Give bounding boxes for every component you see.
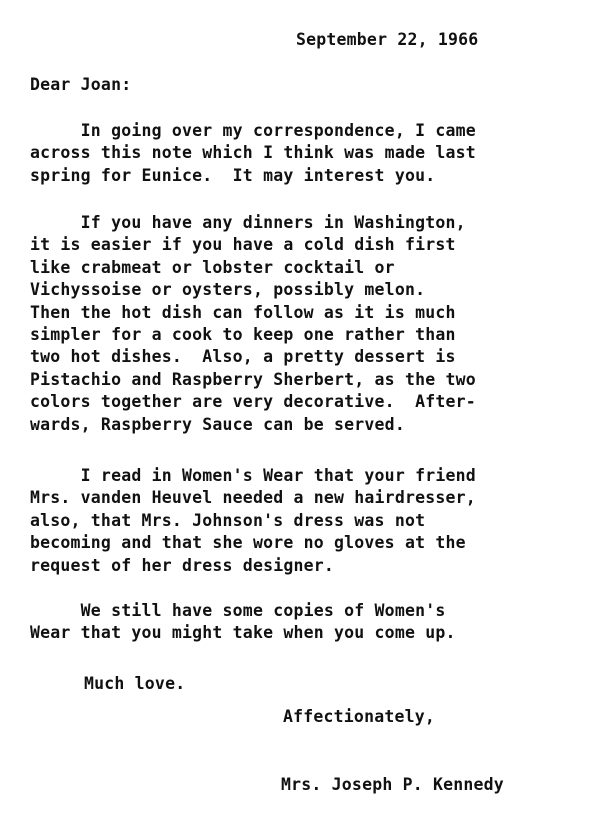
paragraph-line: simpler for a cook to keep one rather than	[30, 325, 456, 345]
paragraph-line: We still have some copies of Women's	[30, 601, 446, 620]
paragraph-line: I read in Women's Wear that your friend	[30, 466, 476, 485]
paragraph-line: spring for Eunice. It may interest you.	[30, 165, 436, 185]
paragraph-line: wards, Raspberry Sauce can be served.	[30, 414, 405, 434]
paragraph-line: also, that Mrs. Johnson's dress was not	[30, 510, 426, 530]
paragraph-dinners	[30, 212, 605, 436]
paragraph-line: Then the hot dish can follow as it is much	[30, 302, 456, 322]
paragraph-line: If you have any dinners in Washington,	[30, 213, 466, 232]
paragraph-line: request of her dress designer.	[30, 555, 335, 575]
paragraph-womens-wear	[30, 465, 605, 577]
signature-name: Mrs. Joseph P. Kennedy	[281, 775, 504, 794]
paragraph-line: Vichyssoise or oysters, possibly melon.	[30, 280, 426, 300]
paragraph-line: it is easier if you have a cold dish first	[30, 235, 456, 255]
paragraph-line: becoming and that she wore no gloves at the	[30, 533, 466, 553]
paragraph-line: like crabmeat or lobster cocktail or	[30, 257, 395, 277]
much-love: Much love.	[84, 674, 186, 693]
paragraph-correspondence	[30, 120, 605, 187]
paragraph-line: Pistachio and Raspberry Sherbert, as the two	[30, 369, 476, 389]
paragraph-line: colors together are very decorative. After-	[30, 392, 476, 412]
paragraph-line: across this note which I think was made last	[30, 143, 476, 163]
paragraph-line: Wear that you might take when you come up.	[30, 623, 456, 643]
paragraph-line: Mrs. vanden Heuvel needed a new hairdresser,	[30, 488, 476, 508]
paragraph-line: two hot dishes. Also, a pretty dessert is	[30, 347, 456, 367]
salutation: Dear Joan:	[30, 75, 132, 94]
closing: Affectionately,	[283, 707, 436, 726]
letter-date: September 22, 1966	[296, 30, 479, 49]
paragraph-line: In going over my correspondence, I came	[30, 121, 476, 140]
paragraph-copies	[30, 600, 605, 645]
